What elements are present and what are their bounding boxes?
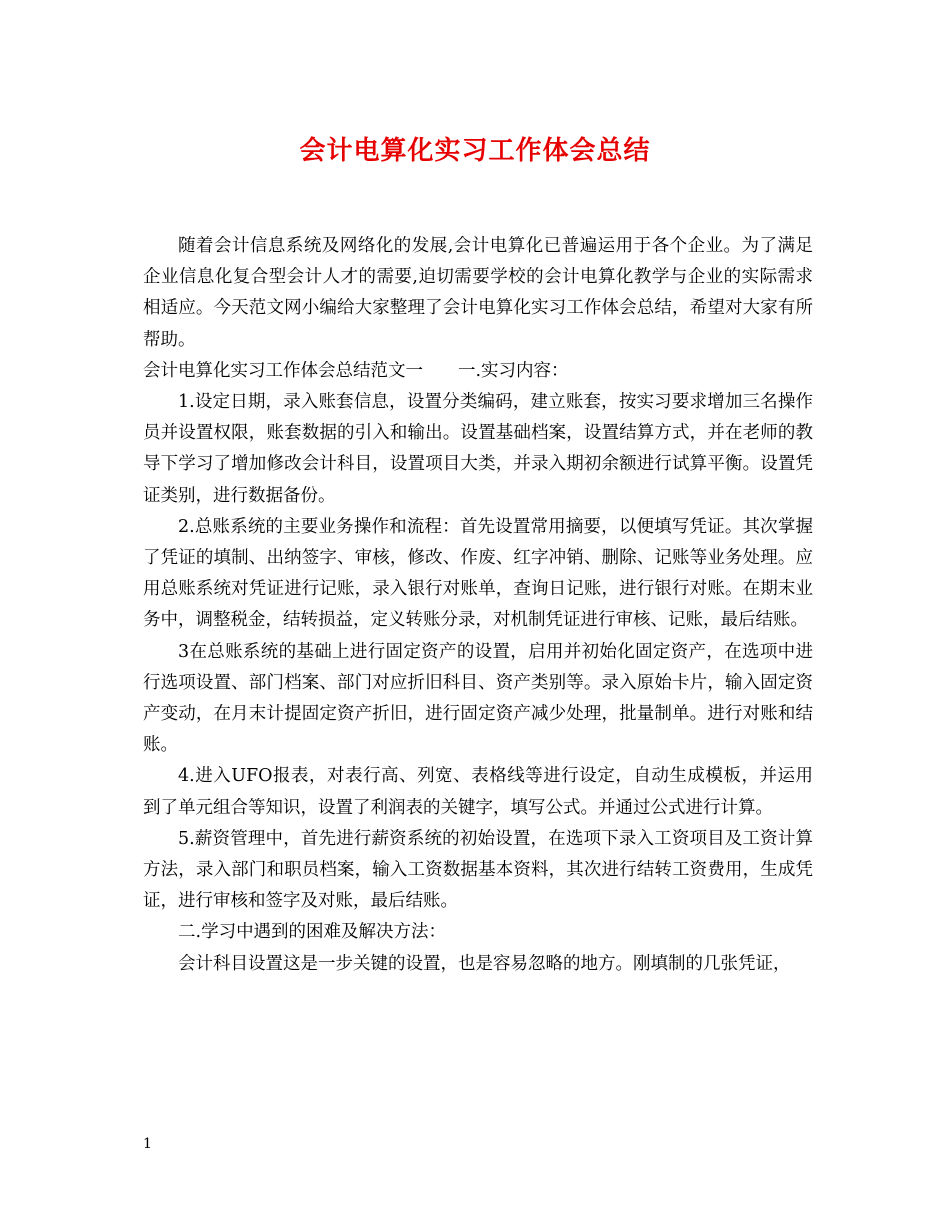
document-body (143, 231, 813, 980)
list-item: 4.进入UFO报表，对表行高、列宽、表格线等进行设定，自动生成模板，并运用到了单元组合等知识，设置了利润表的关键字，填写公式。并通过公式进行计算。 (143, 766, 813, 818)
list-item: 3在总账系统的基础上进行固定资产的设置，启用并初始化固定资产，在选项中进行选项设置、部门档案、部门对应折旧科目、资产类别等。录入原始卡片，输入固定资产变动，在月末计提固定资产折旧，进行固定资产减少处理，批量制单。进行对账和结账。 (143, 641, 813, 756)
section2-heading: 二.学习中遇到的困难及解决方法： (178, 922, 447, 943)
list-item: 5.薪资管理中，首先进行薪资系统的初始设置，在选项下录入工资项目及工资计算方法，录入部门和职员档案，输入工资数据基本资料，其次进行结转工资费用，生成凭证，进行审核和签字及对账，最后结账。 (143, 828, 813, 912)
document-title: 会计电算化实习工作体会总结 (299, 136, 651, 166)
list-item: 1.设定日期，录入账套信息，设置分类编码，建立账套，按实习要求增加三名操作员并设置权限，账套数据的引入和输出。设置基础档案，设置结算方式，并在老师的教导下学习了增加修改会计科目，设置项目大类，并录入期初余额进行试算平衡。设置凭证类别，进行数据备份。 (143, 392, 813, 506)
page-number: 1 (143, 1136, 152, 1152)
section-heading: 会计电算化实习工作体会总结范文一 一.实习内容： (143, 360, 569, 381)
intro-paragraph: 随着会计信息系统及网络化的发展,会计电算化已普遍运用于各个企业。为了满足企业信息化复合型会计人才的需要,迫切需要学校的会计电算化教学与企业的实际需求相适应。今天范文网小编给大家整理了会计电算化实习工作体会总结，希望对大家有所帮助。 (143, 236, 813, 350)
section2-paragraph: 会计科目设置这是一步关键的设置，也是容易忽略的地方。刚填制的几张凭证， (178, 953, 791, 974)
list-item: 2.总账系统的主要业务操作和流程：首先设置常用摘要，以便填写凭证。其次掌握了凭证的填制、出纳签字、审核，修改、作废、红字冲销、删除、记账等业务处理。应用总账系统对凭证进行记账，录入银行对账单，查询日记账，进行银行对账。在期末业务中，调整税金，结转损益，定义转账分录，对机制凭证进行审核、记账，最后结账。 (143, 516, 813, 631)
